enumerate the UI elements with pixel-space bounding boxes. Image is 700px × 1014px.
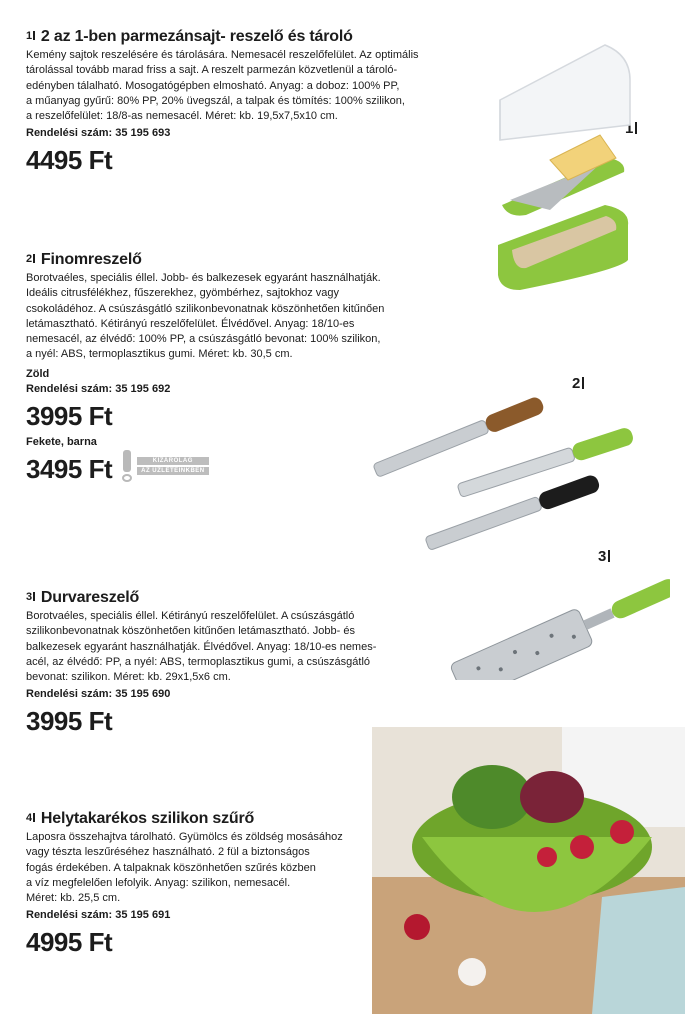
description-line: Laposra összehajtva tárolható. Gyümölcs és zöldség mosásához [26, 831, 343, 843]
description-line: fogás érdekében. A talpaknak köszönhetően szűrés közben [26, 861, 316, 874]
product-title-text: Durvareszelő [40, 589, 140, 606]
picture-label: 3 [598, 548, 610, 565]
description-line: Borotvaéles, speciális éllel. Jobb- és balkezesek egyaránt használhatják. [26, 272, 381, 284]
description-line: acél, az élvédő: PP, a nyél: ABS, termoplasztikus gumi, a csúszásgátló [26, 655, 371, 668]
fine-graters-image [360, 370, 640, 550]
product-description [26, 271, 384, 363]
price: 3995 Ft [26, 400, 113, 431]
price: 3995 Ft [26, 706, 113, 737]
product-number: 4 [26, 812, 35, 824]
description-line: letámasztható. Kétirányú reszelőfelület. Élvédővel. Anyag: 18/10-es [26, 317, 355, 330]
picture-label: 1 [625, 120, 637, 137]
colander-photo [372, 727, 685, 1014]
product-title-text: Helytakarékos szilikon szűrő [40, 810, 255, 827]
product-title-text: Finomreszelő [40, 251, 142, 268]
description-line: vagy tészta leszűréséhez használható. 2 fül a biztonságos [26, 846, 310, 859]
product-4 [26, 810, 343, 958]
description-line: bevonat: szilikon. Méret: kb. 29x1,5x6 cm. [26, 671, 231, 684]
description-line: Ideális citrusfélékhez, fűszerekhez, gyömbérhez, sajtokhoz vagy [26, 287, 340, 300]
product-2 [26, 251, 384, 485]
product-title [26, 589, 376, 607]
price: 4495 Ft [26, 145, 113, 176]
product-1 [26, 28, 419, 176]
description-line: balkezesek egyaránt használhatják. Élvédővel. Anyag: 18/10-es nemes- [26, 640, 377, 653]
description-line: nemesacél, az élvédő: 100% PP, a csúszásgátló bevonat: 100% szilikon, [26, 333, 381, 346]
description-line: tárolással tovább marad friss a sajt. A reszelt parmezán közvetlenül a tároló- [26, 64, 398, 77]
picture-label: 2 [572, 375, 584, 392]
product-title-text: 2 az 1-ben parmezánsajt- reszelő és tároló [40, 28, 353, 45]
product-title [26, 810, 343, 828]
description-line: szilikonbevonatnak köszönhetően kitűnően letámasztható. Jobb- és [26, 625, 355, 638]
exclamation-icon [120, 450, 134, 482]
order-number: Rendelési szám: 35 195 693 [26, 127, 171, 140]
description-line: a víz megfelelően lefolyik. Anyag: szilikon, nemesacél. [26, 876, 291, 889]
description-line: a reszelőfelület: 18/8-as nemesacél. Méret: kb. 19,5x7,5x10 cm. [26, 110, 338, 123]
order-number: Rendelési szám: 35 195 691 [26, 909, 171, 922]
description-line: csokoládéhoz. A csúszásgátló szilikonbevonatnak köszönhetően kitűnően [26, 302, 385, 315]
store-only-line: AZ ÜZLETEINKBEN [137, 467, 209, 475]
product-title [26, 28, 419, 46]
description-line: edényben tálalható. Mosogatógépben elmosható. Anyag: a doboz: 100% PP, [26, 79, 400, 92]
product-number: 2 [26, 253, 35, 265]
description-line: Méret: kb. 25,5 cm. [26, 892, 121, 905]
description-line: a műanyag gyűrű: 80% PP, 20% üvegszál, a talpak és tömítés: 100% szilikon, [26, 94, 405, 107]
description-line: Borotvaéles, speciális éllel. Kétirányú reszelőfelület. A csúszásgátló [26, 610, 355, 622]
description-line: Kemény sajtok reszelésére és tárolására. Nemesacél reszelőfelület. Az optimális [26, 49, 419, 61]
description-line: a nyél: ABS, termoplasztikus gumi. Méret: kb. 30,5 cm. [26, 348, 293, 361]
store-only-line: KIZÁRÓLAG [137, 457, 209, 465]
variant-name: Zöld [26, 367, 50, 380]
order-number: Rendelési szám: 35 195 690 [26, 688, 171, 701]
product-description [26, 830, 343, 906]
price: 4995 Ft [26, 927, 113, 958]
product-description [26, 48, 419, 124]
product-number: 1 [26, 30, 35, 42]
product-3 [26, 589, 376, 737]
product-description [26, 609, 376, 685]
price-secondary: 3495 Ft [26, 453, 113, 484]
coarse-grater-image [440, 560, 670, 680]
product-number: 3 [26, 591, 35, 603]
product-title [26, 251, 384, 269]
store-only-badge [120, 450, 209, 482]
variant-name: Fekete, barna [26, 435, 97, 448]
cheese-grater-storage-image [490, 40, 640, 300]
order-number: Rendelési szám: 35 195 692 [26, 382, 171, 395]
